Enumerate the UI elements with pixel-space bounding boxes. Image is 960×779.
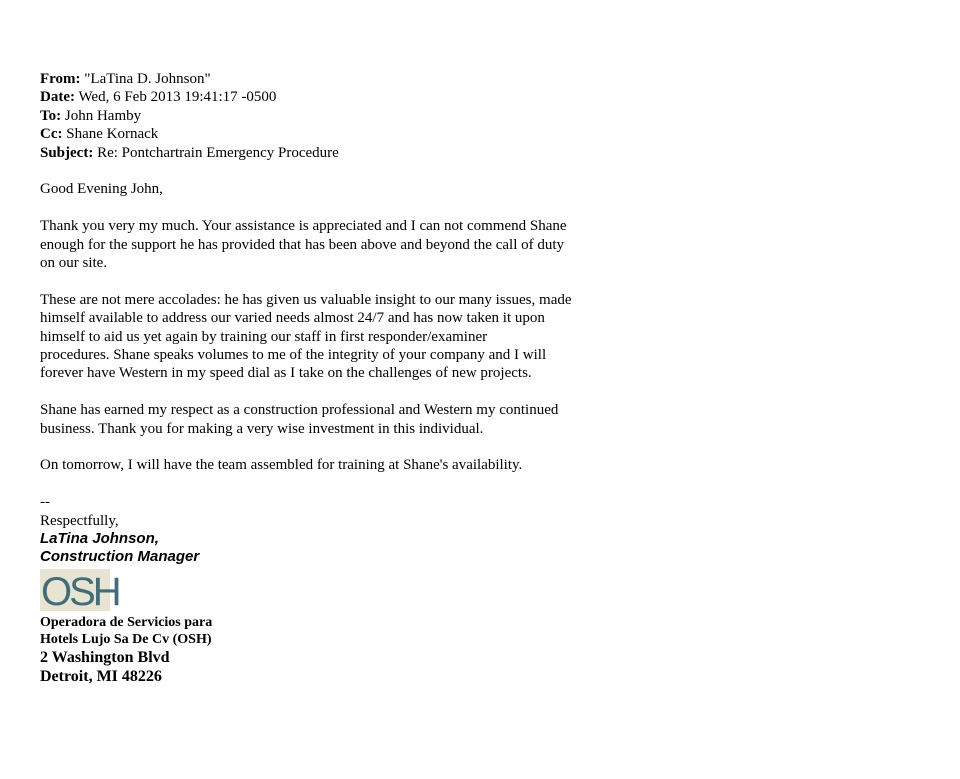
address-line-2: Detroit, MI 48226 xyxy=(40,667,162,685)
paragraph-1-line: Thank you very my much. Your assistance is appreciated and I can not commend Shane xyxy=(40,218,567,235)
to-header xyxy=(40,107,640,125)
company-line-2: Hotels Lujo Sa De Cv (OSH) xyxy=(40,631,212,647)
email-document xyxy=(40,70,640,686)
paragraph-1-line: on our site. xyxy=(40,255,108,272)
signature-title: Construction Manager xyxy=(40,548,200,566)
osh-logo-icon xyxy=(40,569,119,614)
cc-value: Shane Kornack xyxy=(66,126,159,143)
paragraph-3-line: business. Thank you for making a very wise investment in this individual. xyxy=(40,420,484,437)
date-header xyxy=(40,88,640,106)
osh-logo xyxy=(40,569,119,614)
paragraph-2-line: forever have Western in my speed dial as I take on the challenges of new projects. xyxy=(40,365,532,382)
paragraph-3 xyxy=(40,401,640,438)
paragraph-2-line: himself to aid us yet again by training our staff in first responder/examiner xyxy=(40,328,488,345)
paragraph-2-line: procedures. Shane speaks volumes to me of the integrity of your company and I will xyxy=(40,347,547,364)
company-line-1: Operadora de Servicios para xyxy=(40,614,213,630)
paragraph-1-line: enough for the support he has provided that has been above and beyond the call of duty xyxy=(40,236,565,253)
subject-header xyxy=(40,144,640,162)
greeting: Good Evening John, xyxy=(40,181,163,198)
osh-logo-text: OSH xyxy=(41,569,119,614)
date-value: Wed, 6 Feb 2013 19:41:17 -0500 xyxy=(78,89,277,106)
date-label: Date: xyxy=(40,89,75,106)
paragraph-1 xyxy=(40,217,640,272)
from-header xyxy=(40,70,640,88)
cc-header xyxy=(40,125,640,143)
paragraph-4: On tomorrow, I will have the team assembled for training at Shane's availability. xyxy=(40,457,523,474)
signature-name: LaTina Johnson, xyxy=(40,530,159,548)
subject-value: Re: Pontchartrain Emergency Procedure xyxy=(97,144,339,161)
address-line-1: 2 Washington Blvd xyxy=(40,648,170,666)
to-label: To: xyxy=(40,107,62,124)
signature-separator: -- xyxy=(40,494,50,511)
paragraph-2-line: These are not mere accolades: he has given us valuable insight to our many issues, made xyxy=(40,291,572,308)
from-value: "LaTina D. Johnson" xyxy=(84,71,211,87)
to-value: John Hamby xyxy=(64,107,142,124)
paragraph-2 xyxy=(40,291,640,383)
subject-label: Subject: xyxy=(40,144,94,161)
signature-closing: Respectfully, xyxy=(40,512,119,529)
paragraph-3-line: Shane has earned my respect as a construction professional and Western my continued xyxy=(40,402,559,419)
cc-label: Cc: xyxy=(40,126,63,143)
paragraph-2-line: himself available to address our varied needs almost 24/7 and has now taken it upon xyxy=(40,310,545,327)
from-label: From: xyxy=(40,71,81,87)
